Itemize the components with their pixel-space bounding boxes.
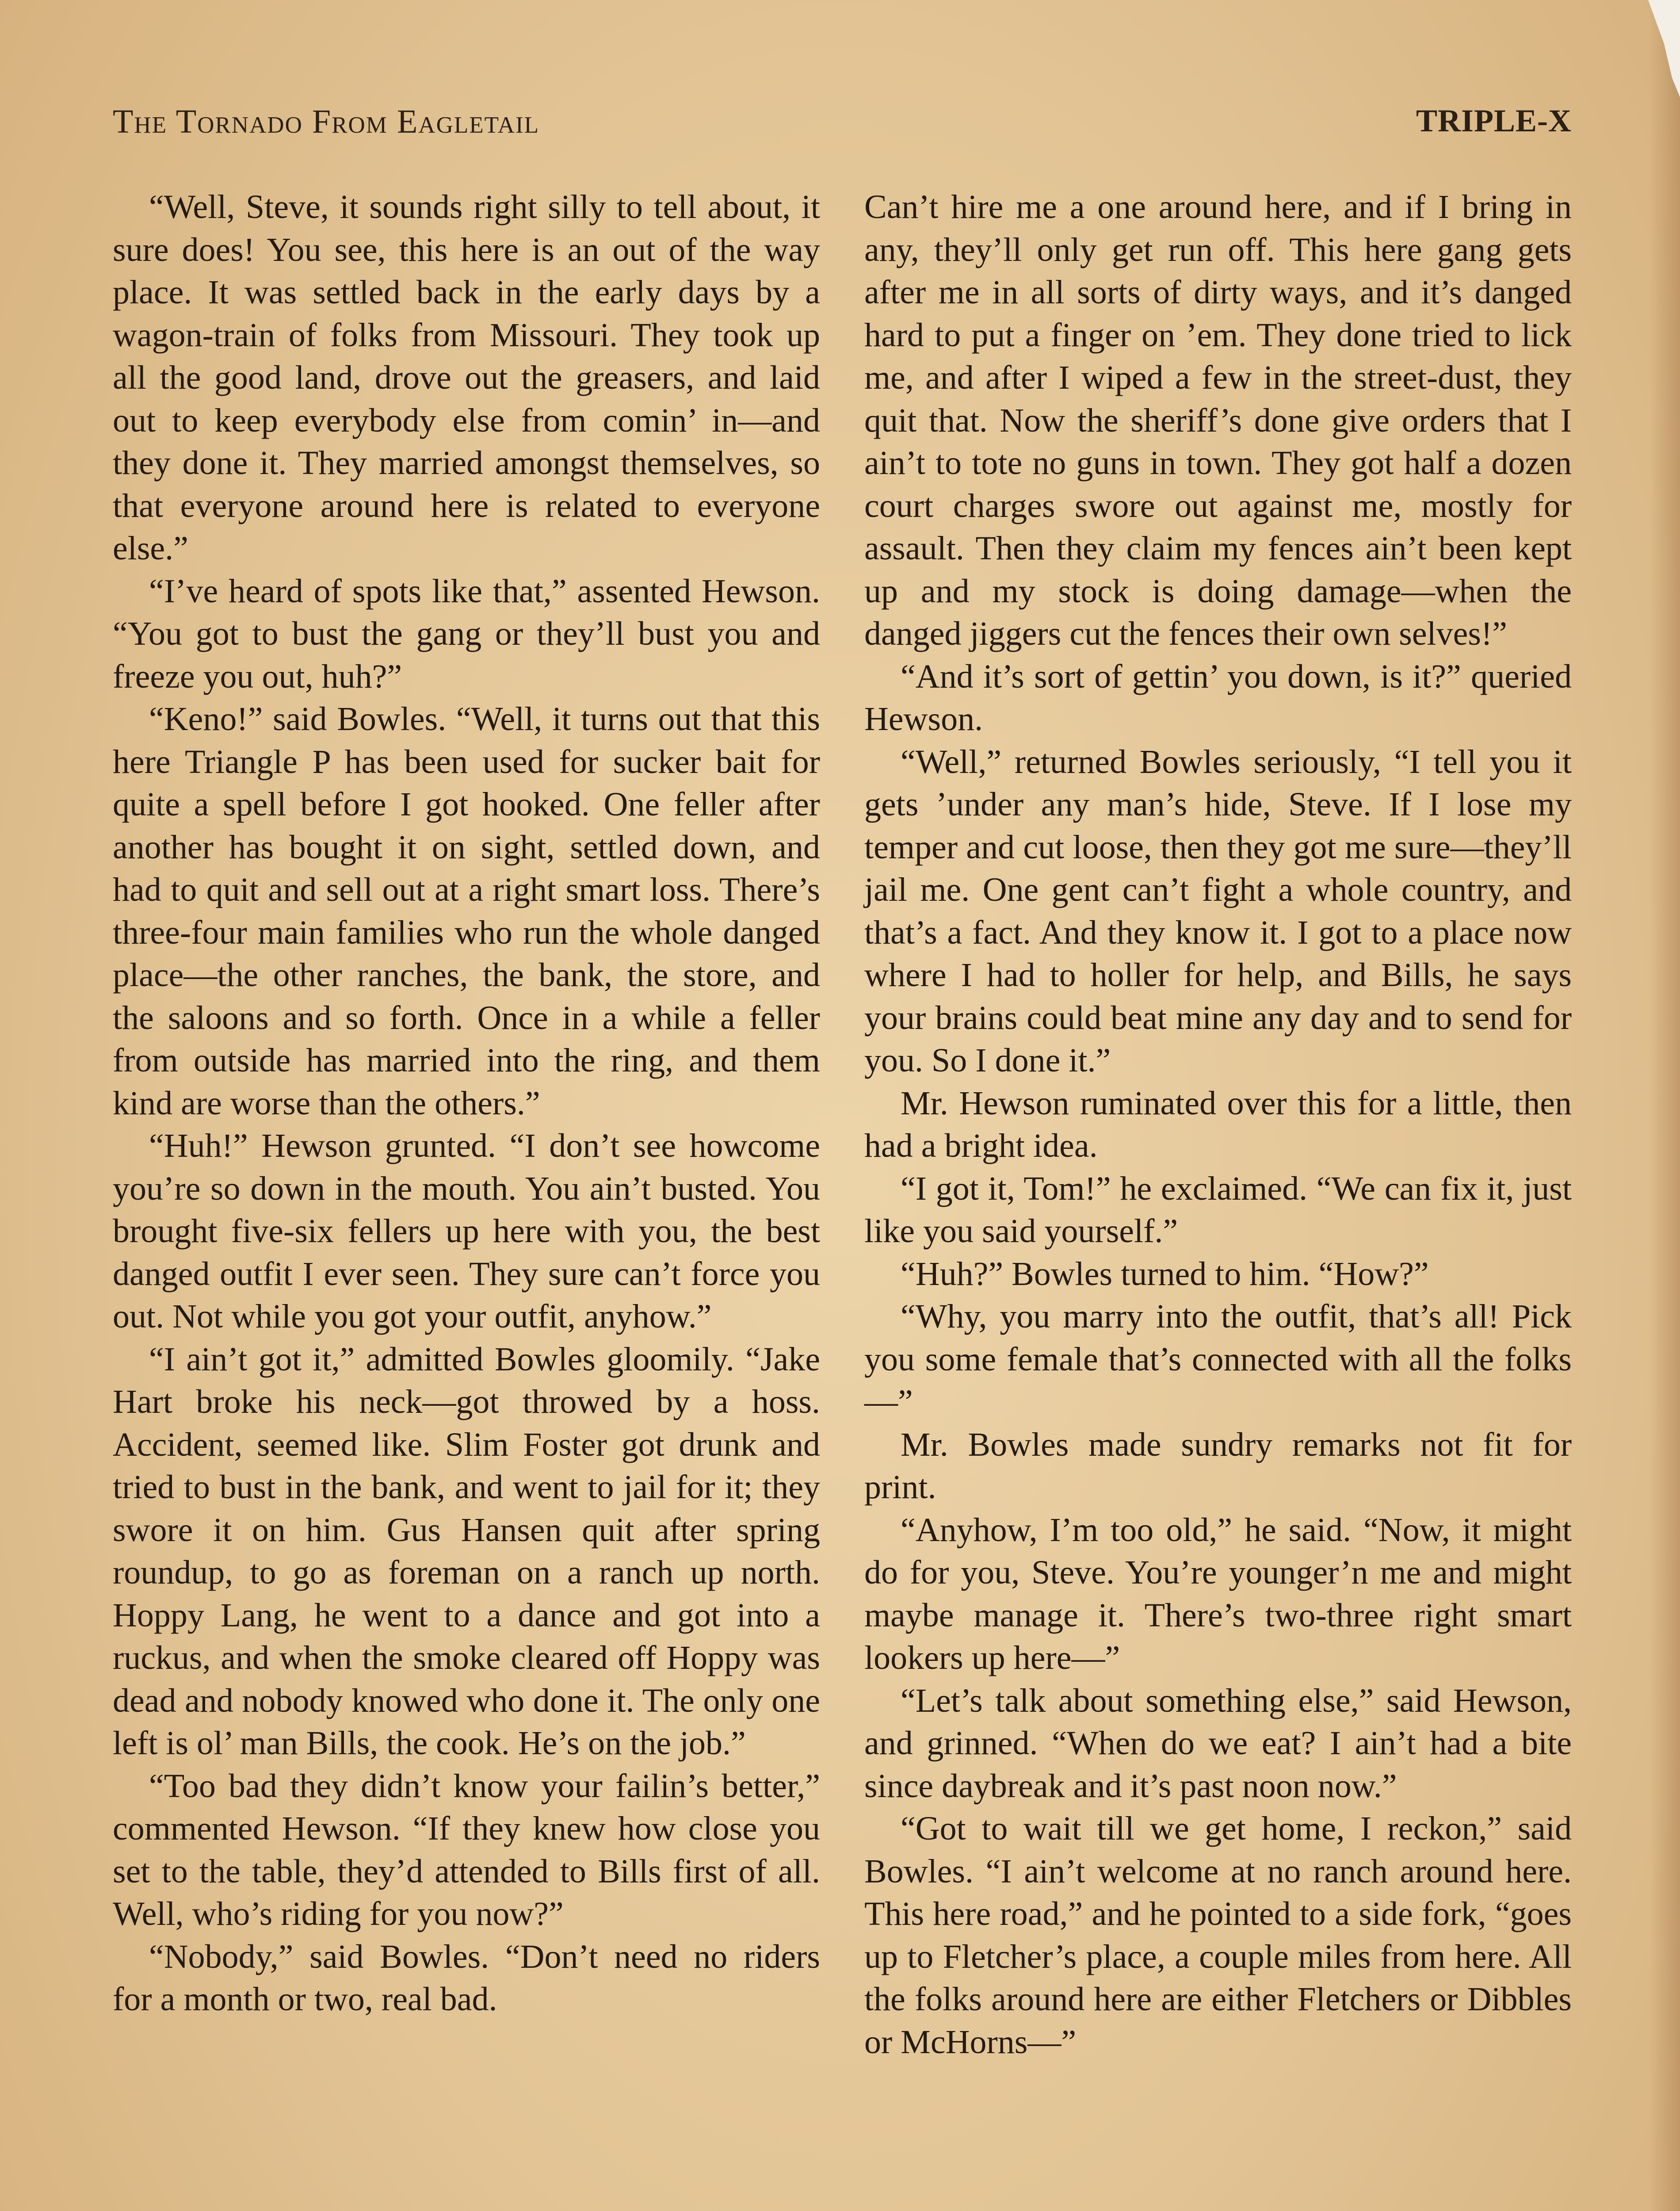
paragraph: “Why, you marry into the outfit, that’s all! Pick you some female that’s connected with all the folks—” — [864, 1298, 1572, 1420]
story-title: The Tornado From Eagletail — [113, 103, 540, 140]
paragraph: “Huh?” Bowles turned to him. “How?” — [901, 1255, 1429, 1293]
paragraph: Mr. Hewson ruminated over this for a little, then had a bright idea. — [864, 1084, 1572, 1164]
magazine-name: TRIPLE-X — [1416, 103, 1572, 138]
paragraph: “And it’s sort of gettin’ you down, is it?” queried Hewson. — [864, 658, 1572, 738]
paragraph: “Anyhow, I’m too old,” he said. “Now, it might do for you, Steve. You’re younger’n me and might maybe manage it. There’s two-three right smart lookers up here—” — [864, 1511, 1572, 1676]
left-column — [113, 186, 820, 2021]
right-column — [864, 186, 1572, 2063]
paragraph: Mr. Bowles made sundry remarks not fit for print. — [864, 1426, 1572, 1506]
paragraph: “I ain’t got it,” admitted Bowles gloomily. “Jake Hart broke his neck—got throwed by a hoss. Accident, seemed like. Slim Foster got drunk and tried to bust in the bank, and went to jail for it; they swore it on him. Gus Hansen quit after spring roundup, to go as foreman on a ranch up north. Hoppy Lang, he went to a dance and got into a ruckus, and when the smoke cleared off Hoppy was dead and nobody knowed who done it. The only one left is ol’ man Bills, the cook. He’s on the job.” — [113, 1340, 820, 1762]
paragraph-continuation: Can’t hire me a one around here, and if I bring in any, they’ll only get run off. This here gang gets after me in all sorts of dirty ways, and it’s danged hard to put a finger on ’em. They done tried to lick me, and after I wiped a few in the street-dust, they quit that. Now the sheriff’s done give orders that I ain’t to tote no guns in town. They got half a dozen court charges swore out against me, mostly for assault. Then they claim my fences ain’t been kept up and my stock is doing damage—when the danged jiggers cut the fences their own selves!” — [864, 188, 1572, 652]
paragraph: “I got it, Tom!” he exclaimed. “We can fix it, just like you said yourself.” — [864, 1170, 1572, 1250]
paragraph: “Let’s talk about something else,” said Hewson, and grinned. “When do we eat? I ain’t had a bite since daybreak and it’s past noon now.” — [864, 1682, 1572, 1805]
paragraph: “Well, Steve, it sounds right silly to tell about, it sure does! You see, this here is an out of the way place. It was settled back in the early days by a wagon-train of folks from Missouri. They took up all the good land, drove out the greasers, and laid out to keep everybody else from comin’ in—and they done it. They married amongst themselves, so that everyone around here is related to everyone else.” — [113, 188, 820, 567]
page-edge-shading — [1649, 0, 1680, 2211]
paragraph: “I’ve heard of spots like that,” assented Hewson. “You got to bust the gang or they’ll bust you and freeze you out, huh?” — [113, 572, 820, 695]
paragraph: “Nobody,” said Bowles. “Don’t need no riders for a month or two, real bad. — [113, 1938, 820, 2018]
paragraph: “Keno!” said Bowles. “Well, it turns out that this here Triangle P has been used for sucker bait for quite a spell before I got hooked. One feller after another has bought it on sight, settled down, and had to quit and sell out at a right smart loss. There’s three-four main families who run the whole danged place—the other ranches, the bank, the store, and the saloons and so forth. Once in a while a feller from outside has married into the ring, and them kind are worse than the others.” — [113, 700, 820, 1122]
paragraph: “Huh!” Hewson grunted. “I don’t see howcome you’re so down in the mouth. You ain’t busted. You brought five-six fellers up here with you, the best danged outfit I ever seen. They sure can’t force you out. Not while you got your outfit, anyhow.” — [113, 1127, 820, 1335]
paragraph: “Got to wait till we get home, I reckon,” said Bowles. “I ain’t welcome at no ranch around here. This here road,” and he pointed to a side fork, “goes up to Fletcher’s place, a couple miles from here. All the folks around here are either Fletchers or Dibbles or McHorns—” — [864, 1810, 1572, 2061]
paragraph: “Too bad they didn’t know your failin’s better,” commented Hewson. “If they knew how close you set to the table, they’d attended to Bills first of all. Well, who’s riding for you now?” — [113, 1767, 820, 1932]
paragraph: “Well,” returned Bowles seriously, “I tell you it gets ’under any man’s hide, Steve. If I lose my temper and cut loose, then they got me sure—they’ll jail me. One gent can’t fight a whole country, and that’s a fact. And they know it. I got to a place now where I had to holler for help, and Bills, he says your brains could beat mine any day and to send for you. So I done it.” — [864, 743, 1572, 1079]
running-header — [113, 103, 1572, 151]
